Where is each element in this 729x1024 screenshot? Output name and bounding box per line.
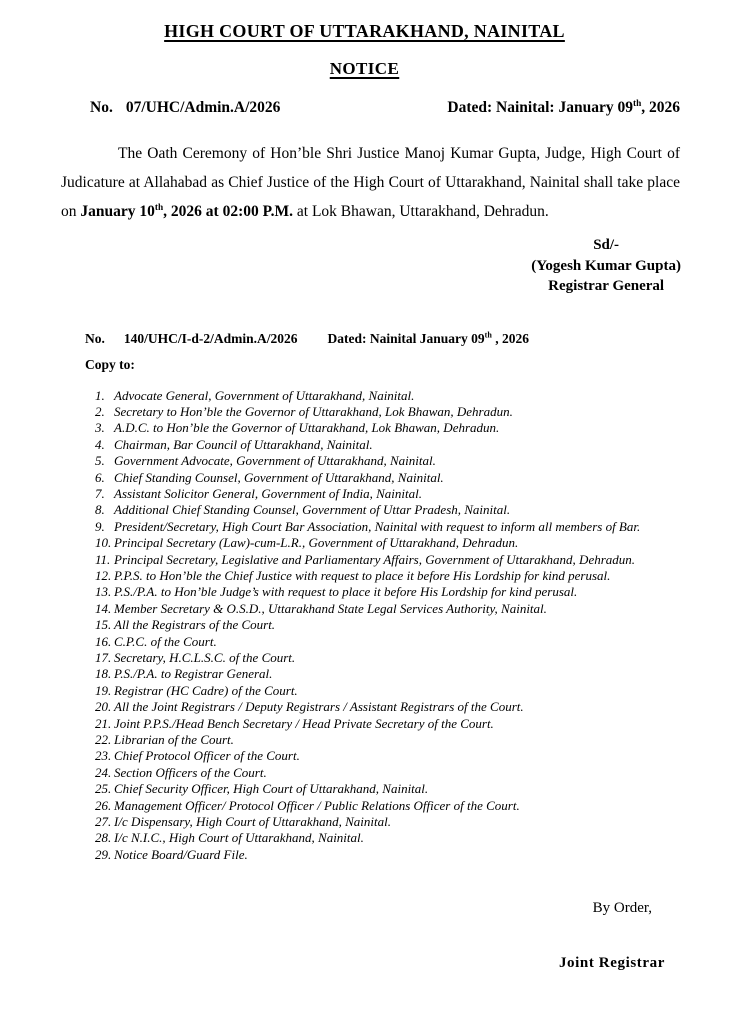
list-item	[95, 568, 709, 584]
copy-to-label: Copy to:	[85, 356, 135, 372]
list-item-number: 24.	[95, 764, 112, 780]
list-item-text: I/c Dispensary, High Court of Uttarakhand, Nainital.	[114, 814, 391, 830]
list-item	[95, 699, 709, 715]
list-item-text: Chairman, Bar Council of Uttarakhand, Nainital.	[114, 436, 373, 452]
list-item-number: 1.	[95, 387, 105, 403]
list-item-number: 23.	[95, 748, 112, 764]
list-item-number: 9.	[95, 518, 105, 534]
list-item-text: Additional Chief Standing Counsel, Government of Uttar Pradesh, Nainital.	[114, 502, 511, 518]
list-item	[95, 748, 709, 764]
notice-heading-text: NOTICE	[329, 59, 400, 78]
list-item	[95, 847, 709, 863]
list-item-text: Principal Secretary, Legislative and Parliamentary Affairs, Government of Uttarakhand, Dehradun.	[114, 551, 636, 567]
ref1-dated-year: , 2026	[641, 99, 680, 116]
list-item	[95, 601, 709, 617]
signature-block	[531, 235, 681, 297]
list-item-number: 22.	[95, 732, 112, 748]
ref2-dated-year: , 2026	[491, 330, 529, 346]
list-item-text: All the Joint Registrars / Deputy Registrars / Assistant Registrars of the Court.	[114, 699, 524, 715]
list-item	[95, 683, 709, 699]
list-item-number: 2.	[95, 403, 105, 419]
body-paragraph	[0, 139, 729, 226]
ref2-number: 140/UHC/I-d-2/Admin.A/2026	[123, 330, 298, 346]
list-item-text: P.S./P.A. to Registrar General.	[114, 666, 273, 682]
list-item-text: Advocate General, Government of Uttarakhand, Nainital.	[114, 387, 415, 403]
list-item-number: 26.	[95, 797, 112, 813]
list-item	[95, 781, 709, 797]
list-item-text: Notice Board/Guard File.	[114, 846, 248, 862]
para-text-before: The Oath Ceremony of Hon’ble Shri Justice Manoj Kumar Gupta, Judge, High Court of Judicature at Allahabad as Chief Justice of the High Court of Uttarakhand, Nainital shall take place on	[61, 145, 680, 220]
ref2-dated-text: Dated: Nainital January 09	[327, 330, 485, 346]
list-item-text: Principal Secretary (Law)-cum-L.R., Government of Uttarakhand, Dehradun.	[114, 535, 519, 551]
list-item-number: 7.	[95, 485, 105, 501]
list-item	[95, 535, 709, 551]
list-item	[95, 732, 709, 748]
list-item	[95, 502, 709, 518]
list-item-text: Section Officers of the Court.	[114, 764, 267, 780]
joint-registrar-line: Joint Registrar	[558, 955, 665, 972]
reference-line-2	[0, 330, 729, 347]
signature-area	[0, 235, 729, 297]
list-item	[95, 519, 709, 535]
list-item	[95, 666, 709, 682]
ref1-number: 07/UHC/Admin.A/2026	[125, 99, 281, 116]
list-item	[95, 584, 709, 600]
list-item	[95, 404, 709, 420]
reference-line-1	[0, 98, 729, 117]
list-item-text: Secretary to Hon’ble the Governor of Uttarakhand, Lok Bhawan, Dehradun.	[114, 403, 513, 419]
list-item-number: 18.	[95, 666, 112, 682]
list-item-text: Chief Security Officer, High Court of Uttarakhand, Nainital.	[114, 781, 429, 797]
notice-heading	[0, 59, 729, 79]
signatory-designation: Registrar General	[548, 278, 665, 294]
list-item-number: 5.	[95, 453, 105, 469]
list-item-text: C.P.C. of the Court.	[114, 633, 217, 649]
page-title	[0, 21, 729, 42]
list-item-number: 12.	[95, 567, 112, 583]
list-item-number: 10.	[95, 535, 112, 551]
page-title-text: HIGH COURT OF UTTARAKHAND, NAINITAL	[164, 21, 565, 41]
list-item	[95, 765, 709, 781]
list-item-number: 28.	[95, 830, 112, 846]
list-item	[95, 798, 709, 814]
list-item	[95, 830, 709, 846]
list-item	[95, 420, 709, 436]
list-item-text: A.D.C. to Hon’ble the Governor of Uttarakhand, Lok Bhawan, Dehradun.	[114, 420, 500, 436]
list-item-number: 14.	[95, 600, 112, 616]
list-item-number: 15.	[95, 617, 112, 633]
list-item-text: Joint P.P.S./Head Bench Secretary / Head Private Secretary of the Court.	[114, 715, 494, 731]
list-item-number: 20.	[95, 699, 112, 715]
para-bold-datetime	[80, 203, 293, 220]
list-item-text: All the Registrars of the Court.	[114, 617, 276, 633]
list-item	[95, 552, 709, 568]
list-item-text: Management Officer/ Protocol Officer / Public Relations Officer of the Court.	[114, 797, 520, 813]
list-item-text: I/c N.I.C., High Court of Uttarakhand, Nainital.	[114, 830, 364, 846]
para-bold-superscript: th	[154, 202, 164, 213]
list-item-number: 16.	[95, 633, 112, 649]
list-item	[95, 814, 709, 830]
list-item-number: 4.	[95, 436, 105, 452]
list-item	[95, 617, 709, 633]
list-item-text: Chief Protocol Officer of the Court.	[114, 748, 300, 764]
list-item	[95, 453, 709, 469]
para-text-after: at Lok Bhawan, Uttarakhand, Dehradun.	[293, 203, 549, 220]
signatory-name: (Yogesh Kumar Gupta)	[531, 257, 681, 274]
list-item-text: Assistant Solicitor General, Government of India, Nainital.	[114, 485, 423, 501]
list-item-number: 17.	[95, 650, 112, 665]
list-item	[95, 470, 709, 486]
list-item-number: 29.	[95, 846, 112, 862]
list-item-text: Chief Standing Counsel, Government of Uttarakhand, Nainital.	[114, 469, 444, 485]
copy-list	[0, 388, 729, 864]
list-item-number: 19.	[95, 682, 112, 698]
list-item	[95, 650, 709, 666]
list-item-text: President/Secretary, High Court Bar Association, Nainital with request to inform all members of Bar.	[114, 518, 641, 534]
list-item	[95, 486, 709, 502]
list-item	[95, 634, 709, 650]
list-item-text: P.P.S. to Hon’ble the Chief Justice with request to place it before His Lordship for kind perusal.	[114, 567, 611, 583]
ref2-dated-superscript: th	[484, 330, 492, 339]
ref1-dated-superscript: th	[632, 98, 642, 109]
list-item	[95, 716, 709, 732]
ref2-no-label: No.	[85, 330, 105, 346]
list-item-text: Librarian of the Court.	[114, 732, 234, 748]
list-item-number: 8.	[95, 502, 105, 518]
list-item-text: Member Secretary & O.S.D., Uttarakhand State Legal Services Authority, Nainital.	[114, 600, 547, 616]
list-item-text: Registrar (HC Cadre) of the Court.	[114, 682, 298, 698]
list-item	[95, 388, 709, 404]
list-item-number: 6.	[95, 469, 105, 485]
ref1-dated-text: Dated: Nainital: January 09	[447, 99, 633, 116]
list-item-number: 13.	[95, 584, 112, 600]
list-item-text: Secretary, H.C.L.S.C. of the Court.	[114, 650, 296, 665]
list-item-number: 3.	[95, 420, 105, 436]
para-bold-date: January 10	[80, 203, 155, 220]
ref1-dated	[447, 98, 680, 117]
list-item-number: 21.	[95, 715, 112, 731]
list-item-text: Government Advocate, Government of Uttarakhand, Nainital.	[114, 453, 436, 469]
list-item	[95, 437, 709, 453]
list-item-text: P.S./P.A. to Hon’ble Judge’s with request to place it before His Lordship for kind perusal.	[114, 584, 578, 600]
para-bold-time: , 2026 at 02:00 P.M.	[163, 203, 294, 220]
list-item-number: 11.	[95, 551, 111, 567]
ref1-left	[90, 98, 280, 117]
list-item-number: 25.	[95, 781, 112, 797]
ref2-dated	[328, 331, 529, 346]
signature-sd-line: Sd/-	[593, 237, 620, 253]
by-order-line: By Order,	[592, 900, 652, 917]
ref1-no-label: No.	[90, 99, 113, 116]
list-item-number: 27.	[95, 814, 112, 830]
